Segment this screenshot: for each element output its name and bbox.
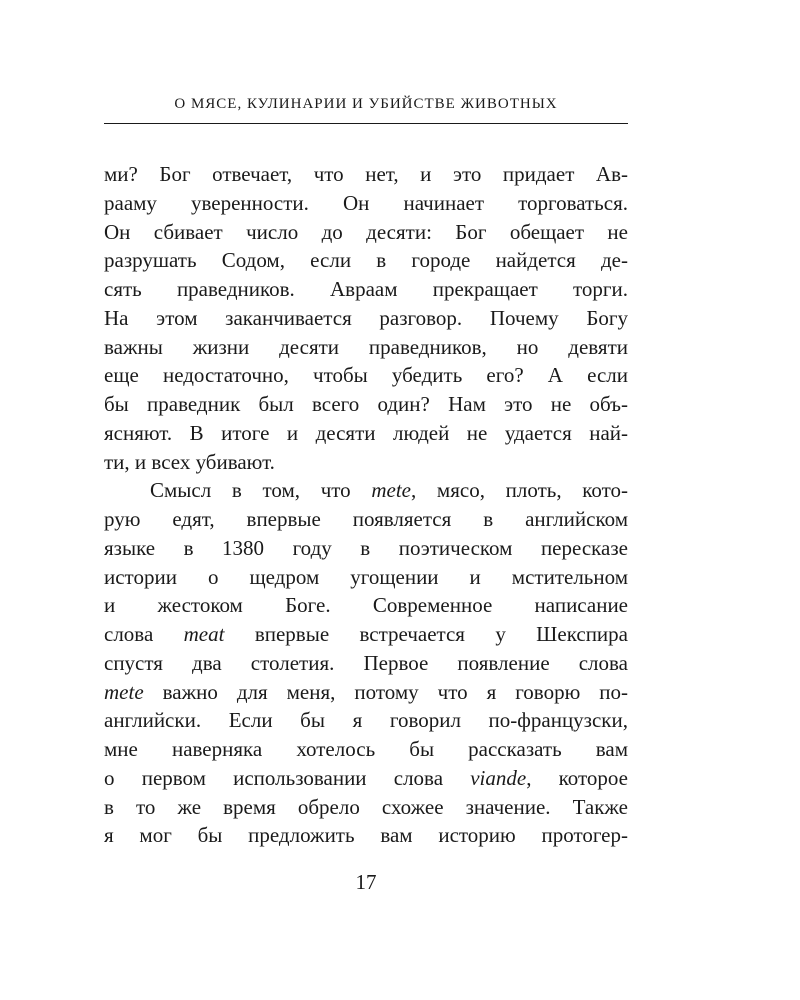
italic-word: mete — [104, 679, 144, 704]
text-line: языке в 1380 году в поэтическом пересказе — [104, 535, 628, 560]
text-fragment: , мясо, плоть, кото- — [411, 478, 629, 503]
text-fragment: слова — [104, 622, 184, 646]
text-line: На этом заканчивается разговор. Почему Богу — [104, 305, 628, 330]
text-line: рую едят, впервые появляется в английском — [104, 507, 628, 531]
running-head: О МЯСЕ, КУЛИНАРИИ И УБИЙСТВЕ ЖИВОТНЫХ — [174, 96, 558, 112]
text-line: важны жизни десяти праведников, но девяти — [104, 334, 628, 359]
text-line: ми? Бог отвечает, что нет, и это придает Ав- — [104, 162, 628, 186]
header-rule — [104, 123, 628, 124]
text-line: ти, и всех убивают. — [104, 449, 275, 474]
text-line: спустя два столетия. Первое появление слова — [104, 650, 628, 675]
text-line: я мог бы предложить вам историю протогер- — [104, 823, 628, 848]
text-line — [104, 476, 628, 505]
text-line: рааму уверенности. Он начинает торговаться. — [104, 190, 628, 215]
text-fragment: Смысл в том, что — [150, 478, 372, 503]
text-line: Он сбивает число до десяти: Бог обещает не — [104, 219, 628, 244]
text-line: и жестоком Боге. Современное написание — [104, 593, 628, 618]
italic-word: viande — [470, 765, 527, 790]
text-line: мне наверняка хотелось бы рассказать вам — [104, 737, 628, 761]
text-line: еще недостаточно, чтобы убедить его? А если — [104, 363, 628, 388]
text-line: ясняют. В итоге и десяти людей не удается най- — [104, 420, 628, 445]
body-text — [104, 160, 628, 850]
italic-word: meat — [183, 622, 225, 646]
page-number: 17 — [355, 870, 377, 894]
text-line: бы праведник был всего один? Нам это не объ- — [104, 392, 628, 416]
italic-word: mete — [371, 478, 411, 503]
text-fragment: впервые встречается у Шекспира — [224, 622, 628, 646]
text-fragment: о первом использовании слова — [104, 765, 471, 790]
text-line: истории о щедром угощении и мстительном — [104, 564, 628, 589]
text-fragment: , которое — [526, 765, 628, 790]
text-line: английски. Если бы я говорил по-французски, — [104, 708, 628, 733]
text-line — [104, 620, 628, 649]
text-line: разрушать Содом, если в городе найдется де- — [104, 248, 628, 273]
text-line: в то же время обрело схожее значение. Также — [104, 794, 628, 819]
text-fragment: важно для меня, потому что я говорю по- — [143, 679, 628, 704]
text-line — [104, 764, 628, 793]
text-line — [104, 678, 628, 707]
text-line: сять праведников. Авраам прекращает торги. — [104, 277, 628, 301]
